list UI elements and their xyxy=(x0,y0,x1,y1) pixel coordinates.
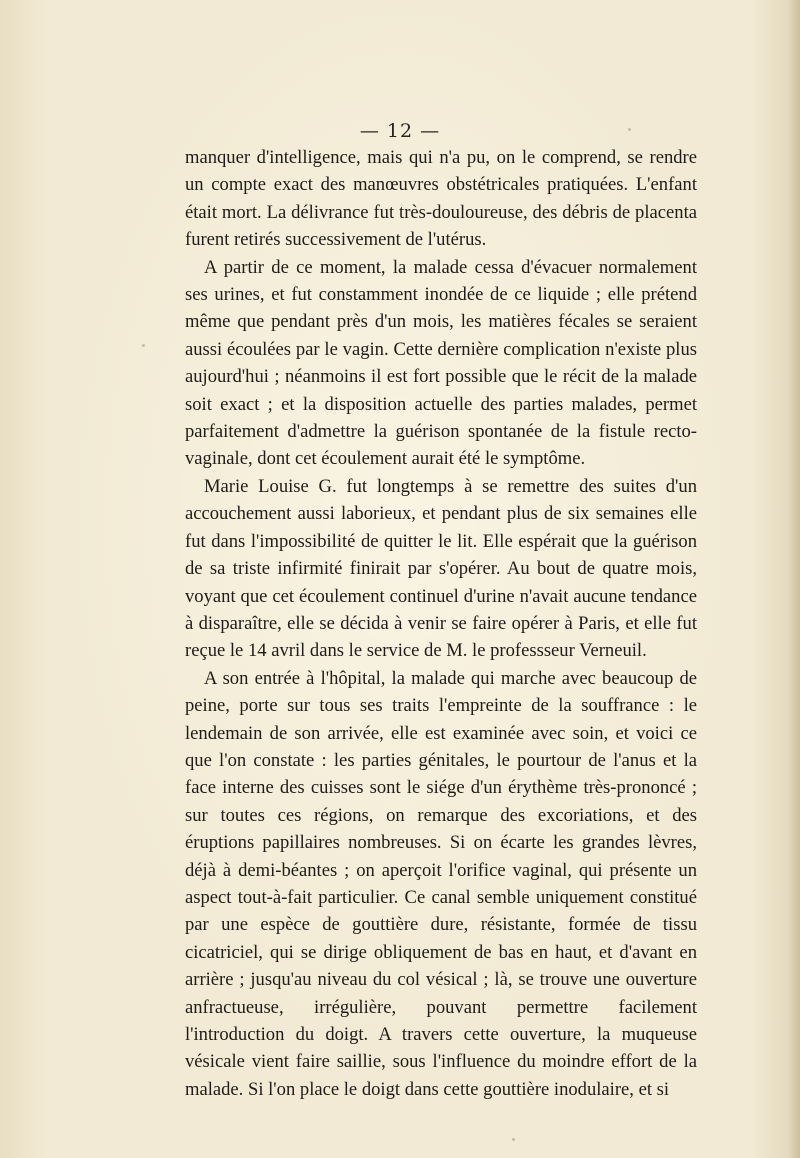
paper-speck xyxy=(628,128,631,131)
page-number: — 12 — xyxy=(359,120,441,142)
paper-speck xyxy=(142,344,145,347)
paragraph-1: manquer d'intelligence, mais qui n'a pu, on le comprend, se rendre un compte exact des manœuvres obstétricales pratiquées. L'enfant était mort. La délivrance fut très-douloureuse, des débris de placenta furent retirés successivement de l'utérus. xyxy=(185,147,697,251)
paper-speck xyxy=(512,1138,515,1141)
paragraph-2: A partir de ce moment, la malade cessa d'évacuer normalement ses urines, et fut constamment inondée de ce liquide ; elle prétend même que pendant près d'un mois, les matières fécales se seraient aussi écoulées par le vagin. Cette dernière complication n'existe plus aujourd'hui ; néanmoins il est fort possible que le récit de la malade soit exact ; et la disposition actuelle des parties malades, permet parfaitement d'admettre la guérison spontanée de la fistule recto-vaginale, dont cet écoulement aurait été le symptôme. xyxy=(185,256,697,470)
paragraph-3: Marie Louise G. fut longtemps à se remettre des suites d'un accouchement aussi laborieux, et pendant plus de six semaines elle fut dans l'impossibilité de quitter le lit. Elle espérait que la guérison de sa triste infirmité finirait par s'opérer. Au bout de quatre mois, voyant que cet écoulement continuel d'urine n'avait aucune tendance à disparaître, elle se décida à venir se faire opérer à Paris, et elle fut reçue le 14 avril dans le service de M. le professseur Verneuil. xyxy=(185,475,697,662)
paragraph-4: A son entrée à l'hôpital, la malade qui marche avec beaucoup de peine, porte sur tous ses traits l'empreinte de la souffrance : le lendemain de son arrivée, elle est examinée avec soin, et voici ce que l'on constate : les parties génitales, le pourtour de l'anus et la face interne des cuisses sont le siége d'un érythème très-prononcé ; sur toutes ces régions, on remarque des excoriations, et des éruptions papillaires nombreuses. Si on écarte les grandes lèvres, déjà à demi-béantes ; on aperçoit l'orifice vaginal, qui présente un aspect tout-à-fait particulier. Ce canal semble uniquement constitué par une espèce de gouttière dure, résistante, formée de tissu cicatriciel, qui se dirige obliquement de bas en haut, et d'avant en arrière ; jusqu'au niveau du col vésical ; là, se trouve une ouverture anfractueuse, irrégulière, pouvant permettre facilement l'introduction du doigt. A travers cette ouverture, la muqueuse vésicale vient faire saillie, sous l'influence du moindre effort de la malade. Si l'on place le doigt dans cette gouttière inodulaire, et si xyxy=(185,667,697,1100)
page-edge-shading xyxy=(788,0,800,1158)
body-text xyxy=(185,144,697,1103)
